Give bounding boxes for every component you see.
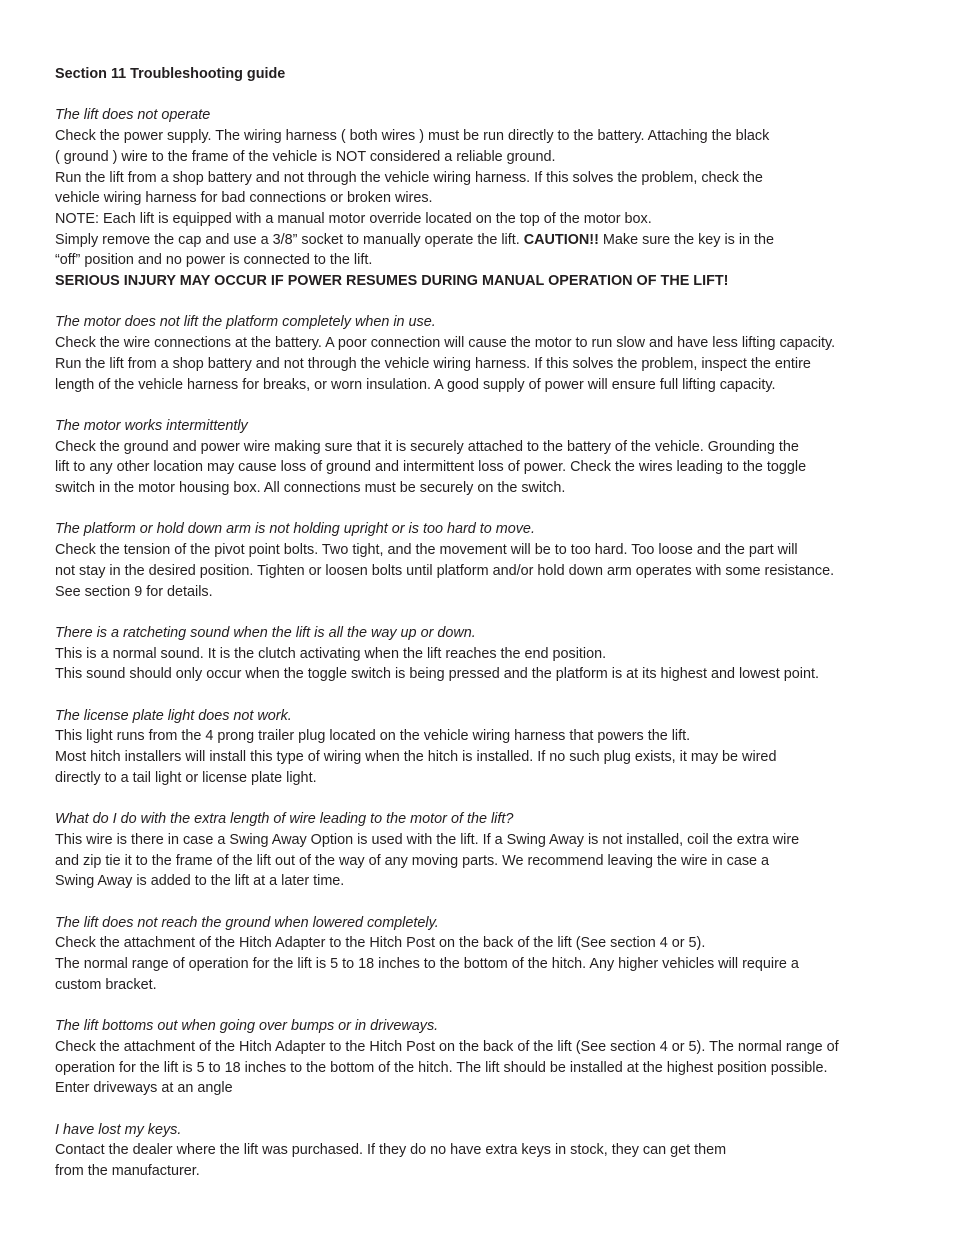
body-line: operation for the lift is 5 to 18 inches to the bottom of the hitch. The lift should be installed at the highest position possible. [55,1059,828,1076]
body-line: Swing Away is added to the lift at a later time. [55,873,345,890]
body-line: Check the tension of the pivot point bolts. Two tight, and the movement will be to too hard. Too loose and the part will [55,542,798,559]
body-line: and zip tie it to the frame of the lift out of the way of any moving parts. We recommend leaving the wire in case a [55,852,770,869]
body-line: ( ground ) wire to the frame of the vehicle is NOT considered a reliable ground. [55,148,556,165]
troubleshooting-section [55,519,954,602]
caution-line-end: Make sure the key is in the [598,231,775,248]
body-line: from the manufacturer. [55,1163,200,1180]
body-line: lift to any other location may cause loss of ground and intermittent loss of power. Check the wires leading to the toggle [55,459,807,476]
section-lift-does-not-operate [55,105,954,291]
troubleshooting-section [55,623,954,685]
troubleshooting-section [55,913,954,996]
section-heading: What do I do with the extra length of wire leading to the motor of the lift? [55,811,514,828]
body-line: Enter driveways at an angle [55,1080,233,1097]
troubleshooting-section [55,312,954,395]
section-heading: The motor does not lift the platform completely when in use. [55,314,436,331]
section-heading: There is a ratcheting sound when the lift is all the way up or down. [55,624,476,641]
sections-list [55,312,954,1181]
body-line: custom bracket. [55,976,157,993]
troubleshooting-section [55,416,954,499]
body-line: See section 9 for details. [55,583,213,600]
body-line: This sound should only occur when the toggle switch is being pressed and the platform is at its highest and lowest point. [55,666,819,683]
caution-line [55,230,954,251]
troubleshooting-section [55,1120,954,1182]
section-heading: The lift bottoms out when going over bumps or in driveways. [55,1018,439,1035]
body-line: Check the power supply. The wiring harness ( both wires ) must be run directly to the battery. Attaching the black [55,128,770,145]
section-heading: I have lost my keys. [55,1121,182,1138]
body-line: Check the attachment of the Hitch Adapter to the Hitch Post on the back of the lift (See section 4 or 5). The normal range of [55,1038,839,1055]
body-line: not stay in the desired position. Tighten or loosen bolts until platform and/or hold down arm operates with some resistance. [55,562,835,579]
body-line: Most hitch installers will install this type of wiring when the hitch is installed. If no such plug exists, it may be wired [55,749,777,766]
body-line: This wire is there in case a Swing Away Option is used with the lift. If a Swing Away is not installed, coil the extra wire [55,831,800,848]
troubleshooting-section [55,706,954,789]
section-heading: The lift does not operate [55,107,211,124]
body-line: The normal range of operation for the lift is 5 to 18 inches to the bottom of the hitch. Any higher vehicles will require a [55,956,799,973]
caution-label: CAUTION!! [523,231,599,248]
body-line: This is a normal sound. It is the clutch activating when the lift reaches the end position. [55,645,607,662]
section-heading: The lift does not reach the ground when lowered completely. [55,914,439,931]
troubleshooting-section [55,1016,954,1099]
section-heading: The license plate light does not work. [55,707,292,724]
body-line: vehicle wiring harness for bad connections or broken wires. [55,190,433,207]
body-line: directly to a tail light or license plate light. [55,769,317,786]
body-line: “off” position and no power is connected to the lift. [55,252,373,269]
body-line: Check the attachment of the Hitch Adapter to the Hitch Post on the back of the lift (See section 4 or 5). [55,935,706,952]
body-line: NOTE: Each lift is equipped with a manual motor override located on the top of the motor box. [55,210,652,227]
section-heading: The motor works intermittently [55,417,248,434]
body-line: length of the vehicle harness for breaks, or worn insulation. A good supply of power will ensure full lifting capacity. [55,376,776,393]
body-line: Check the ground and power wire making sure that it is securely attached to the battery of the vehicle. Grounding the [55,438,799,455]
body-line: switch in the motor housing box. All connections must be securely on the switch. [55,480,566,497]
body-line: Run the lift from a shop battery and not through the vehicle wiring harness. If this solves the problem, inspect the entire [55,355,811,372]
section-title: Section 11 Troubleshooting guide [55,66,286,82]
troubleshooting-section [55,809,954,892]
body-line: This light runs from the 4 prong trailer plug located on the vehicle wiring harness that powers the lift. [55,728,691,745]
caution-line-start: Simply remove the cap and use a 3/8” socket to manually operate the lift. [55,231,524,248]
body-line: Run the lift from a shop battery and not through the vehicle wiring harness. If this solves the problem, check the [55,169,763,186]
body-line: Contact the dealer where the lift was purchased. If they do no have extra keys in stock, they can get them [55,1142,727,1159]
body-line: Check the wire connections at the battery. A poor connection will cause the motor to run slow and have less lifting capacity. [55,335,836,352]
section-heading: The platform or hold down arm is not holding upright or is too hard to move. [55,521,535,538]
warning-text: SERIOUS INJURY MAY OCCUR IF POWER RESUMES DURING MANUAL OPERATION OF THE LIFT! [55,273,729,290]
